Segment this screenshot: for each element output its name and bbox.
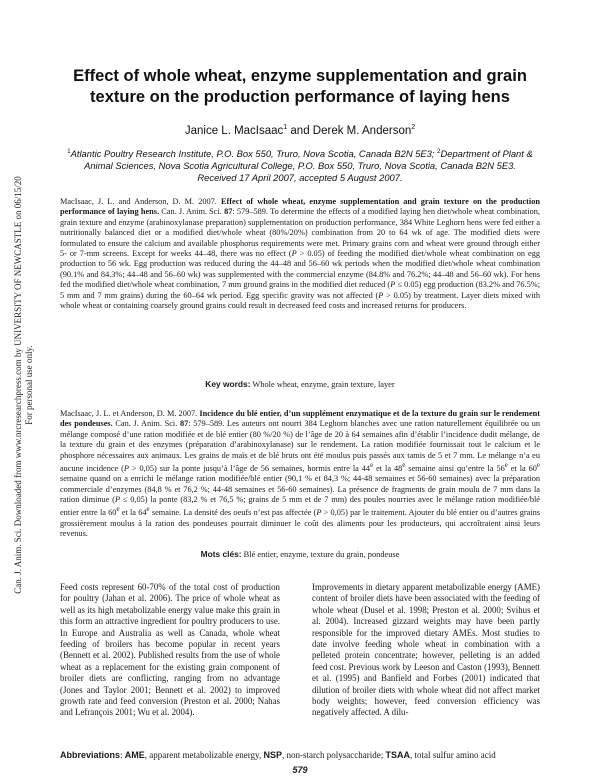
- affiliations: [60, 146, 540, 184]
- keywords-fr-list: Blé entier, enzyme, texture du grain, pondeuse: [241, 550, 400, 559]
- abbreviations-footnote: [60, 750, 540, 761]
- ordinal-suffix: e: [370, 462, 374, 470]
- abstract-en-text: ≤ 0.05) egg production (83.2% and 76.5%; 5 mm and 7 mm grains) during the 60–64 wk period. Egg specific gravity was not affected (: [60, 280, 540, 300]
- keywords-en-label: Key words:: [205, 379, 251, 389]
- ordinal-suffix: e: [116, 506, 120, 514]
- abstract-en-journal: Can. J. Anim. Sci.: [161, 207, 222, 217]
- abstract-en-text: To determine the effects of a modified laying hen diet/whole wheat combination, grain texture and enzyme (arabinoxylanase preparation) supplementation on production performance, 384 White Leghorn hens were fed either a nutritionally balanced diet or a modified diet/whole wheat (80%/20%) combination from 20 to 64 wk of age. The modified diets were formulated to ensure the calcium and available phosphorus requirements were met. Primary grains corn and wheat were ground through either 5- or 7-mm screens. Except for weeks 44–48, there was no effect (: [60, 207, 540, 259]
- abstract-fr-title: Incidence du blé entier, d’un supplément enzymatique et de la texture du grain sur le rendement des pondeuses.: [60, 409, 541, 429]
- abstract-fr-text: > 0,05) par le traitement. Ajouter du blé entier ou d’autres grains grossièrement moulus à la ration des pondeuses pourrait diminuer le coût des aliments pour les producteurs, qui accroîtraient ainsi leurs revenus.: [60, 508, 540, 538]
- abstract-fr-text: semaine ainsi qu’entre la 56: [405, 463, 505, 473]
- abstract-en-volume: 87: [224, 207, 233, 217]
- abstract-fr-text: semaine quand on a enrichi le mélange ration modifiée/blé entier (90,1 % et 84,3 %; 44-48 semaines et 56-60 semaines) avec la préparation commerciale d’enzymes (84,8 % et 76,2 %; 44-48 semaines et 56-60 semaines). La présence de fragments de grain moulu de 7 mm dans la ration diminue (: [60, 474, 540, 505]
- author-1-footnote: 1: [283, 124, 288, 131]
- affiliation-2-mark: 2: [437, 149, 441, 155]
- abstract-fr-pvalue: P: [114, 495, 121, 505]
- download-watermark-line1: Can. J. Anim. Sci. Downloaded from www.nrcresearchpress.com by UNIVERSITY OF NEWCASTLE on 06/15/20: [13, 176, 23, 594]
- author-line: [50, 124, 550, 137]
- ordinal-suffix: e: [146, 506, 150, 514]
- abstract-en-text: > 0.05) by treatment. Layer diets mixed with whole wheat or containing coarsely ground grains could result in decreased feed costs and increased returns for producers.: [60, 290, 540, 311]
- affiliation-1: Atlantic Poultry Research Institute, P.O. Box 550, Truro, Nova Scotia, Canada B2N 5E3;: [70, 148, 435, 160]
- abbrev-term: AME: [124, 750, 145, 760]
- keywords-english: [60, 379, 540, 389]
- body-column-left: Feed costs represent 60-70% of the total cost of production for poultry (Jahan et al. 2006). The price of whole wheat as well as its high metabolizable energy value make this grain in this form an attractive ingredient for poultry producers to use. In Europe and Australia as well as Canada, whole wheat feeding of broilers has become popular in recent years (Bennett et al. 2002). Published results from the use of whole wheat as a replacement for the existing grain component of broiler diets are conflicting, ranging from no advantage (Jones and Taylor 2001; Bennett et al. 2002) to improved growth rate and feed conversion (Preston et al. 2000; Nahas and Lefrançois 2001; Wu et al. 2004).: [60, 582, 280, 718]
- ordinal-suffix: e: [536, 462, 540, 470]
- abstract-fr-pvalue: P: [316, 508, 322, 518]
- abbreviations-label: Abbreviations: [60, 750, 121, 760]
- abstract-en-pvalue: P: [378, 290, 384, 300]
- download-watermark: [4, 150, 44, 620]
- abstract-fr-citation: MacIsaac, J. L. et Anderson, D. M. 2007.: [60, 409, 198, 418]
- author-conjunction: and: [290, 124, 310, 137]
- page-number: 579: [292, 765, 308, 775]
- abstract-fr-pages: : 579–589.: [188, 419, 225, 429]
- download-watermark-line2: For personal use only.: [24, 345, 34, 425]
- keywords-en-list: Whole wheat, enzyme, grain texture, layer: [250, 380, 395, 389]
- ordinal-suffix: e: [504, 462, 508, 470]
- abbrev-term: NSP: [263, 750, 282, 760]
- abbrev-definition: , apparent metabolizable energy,: [144, 750, 262, 760]
- article-title: Effect of whole wheat, enzyme supplementation and grain texture on the production performance of laying hens: [73, 67, 527, 106]
- abbrev-definition: , non-starch polysaccharide;: [282, 750, 384, 760]
- abstract-en-citation: MacIsaac, J. L. and Anderson, D. M. 2007.: [60, 197, 217, 206]
- affiliation-1-mark: 1: [67, 149, 71, 155]
- abstract-fr-text: semaine. La densité des oeufs n’est pas affectée (: [149, 508, 317, 518]
- abstract-en-text: > 0.05) of feeding the modified diet/whole wheat combination on egg production to 56 wk. Egg production was reduced during the 44–48 and 56–60 wk periods when the modified diet/whole wheat combination (90.1% and 84.3%; 44–48 and 56–60 wk) was supplemented with the commercial enzyme (84.8% and 76.2%; 44–48 and 56–60 wk). For hens fed the modified diet/whole wheat combination, 7 mm ground grains in the modified diet reduced (: [60, 249, 540, 290]
- keywords-fr-label: Mots clés:: [200, 549, 242, 559]
- abstract-en-pvalue: P: [390, 280, 396, 290]
- abstract-fr-volume: 87: [179, 419, 189, 429]
- abbrev-definition: , total sulfur amino acid: [409, 750, 496, 760]
- abstract-en-pages: : 579–589.: [232, 207, 269, 217]
- abstract-fr-journal: Can. J. Anim. Sci.: [115, 419, 178, 429]
- affiliation-2: Department of Plant & Animal Sciences, Nova Scotia Agricultural College, P.O. Box 550, Truro, Nova Scotia, Canada B2N 5E3.: [84, 148, 533, 172]
- download-watermark-text: [13, 176, 35, 594]
- ordinal-suffix: e: [402, 462, 406, 470]
- keywords-french: [60, 549, 540, 559]
- abstract-fr-text: et la 64: [119, 508, 147, 518]
- abbrev-term: TSAA: [385, 750, 410, 760]
- author-2-footnote: 2: [411, 124, 416, 131]
- received-date: Received 17 April 2007, accepted 5 August 2007.: [197, 172, 403, 184]
- body-column-right: Improvements in dietary apparent metabolizable energy (AME) content of broiler diets have been associated with the feeding of whole wheat (Dusel et al. 1998; Preston et al. 2000; Svihus et al. 2004). Increased gizzard weights may have been partly responsible for the improved dietary AMEs. Most studies to date involve feeding whole wheat in combination with a pelleted protein concentrate; however, pelleting is an added feed cost. Previous work by Leeson and Caston (1993), Bennett et al. (1995) and Banfield and Forbes (2001) indicated that dilution of broiler diets with whole wheat did not affect market body weights; however, feed conversion efficiency was negatively affected. A dilu-: [312, 582, 540, 718]
- abstract-english: [60, 197, 540, 311]
- abstract-fr-text: et la 48: [373, 463, 403, 473]
- abstract-fr-text: > 0,05) sur la ponte jusqu’à l’âge de 56 semaines, hormis entre la 44: [128, 463, 371, 473]
- abstract-french: [60, 409, 540, 539]
- abbreviations-separator: :: [120, 750, 123, 760]
- abstract-fr-pvalue: P: [123, 463, 129, 473]
- author-2: Derek M. Anderson: [312, 124, 412, 137]
- author-1: Janice L. MacIsaac: [184, 124, 284, 137]
- abstract-fr-text: ≤ 0,05) la ponte (83,2 % et 76,5 %; grains de 5 mm et de 7 mm) des poules nourries avec le mélange ration modifiée/blé entier entre la 60: [60, 495, 540, 518]
- abstract-fr-text: Les auteurs ont nourri 384 Leghorn blanches avec une ration naturellement équilibrée ou un mélange composé d’une ration modifiée et de blé entier (80 %/20 %) de l’âge de 20 à 64 semaines afin d’établir l’incidence dudit mélange, de la texture du grain et des enzymes (préparation d’arabinoxylanase) sur le rendement. La ration modifiée fournissait tout le calcium et le phosphore nécessaires aux animaux. Les grains de maïs et de blé bruts ont été moulus puis passés aux tamis de 5 et 7 mm. Le mélange n’a eu aucune incidence (: [60, 419, 540, 473]
- abstract-en-pvalue: P: [291, 249, 297, 259]
- abstract-en-title: Effect of whole wheat, enzyme supplementation and grain texture on the production performance of laying hens.: [60, 197, 540, 217]
- abstract-fr-text: et la 60: [507, 463, 537, 473]
